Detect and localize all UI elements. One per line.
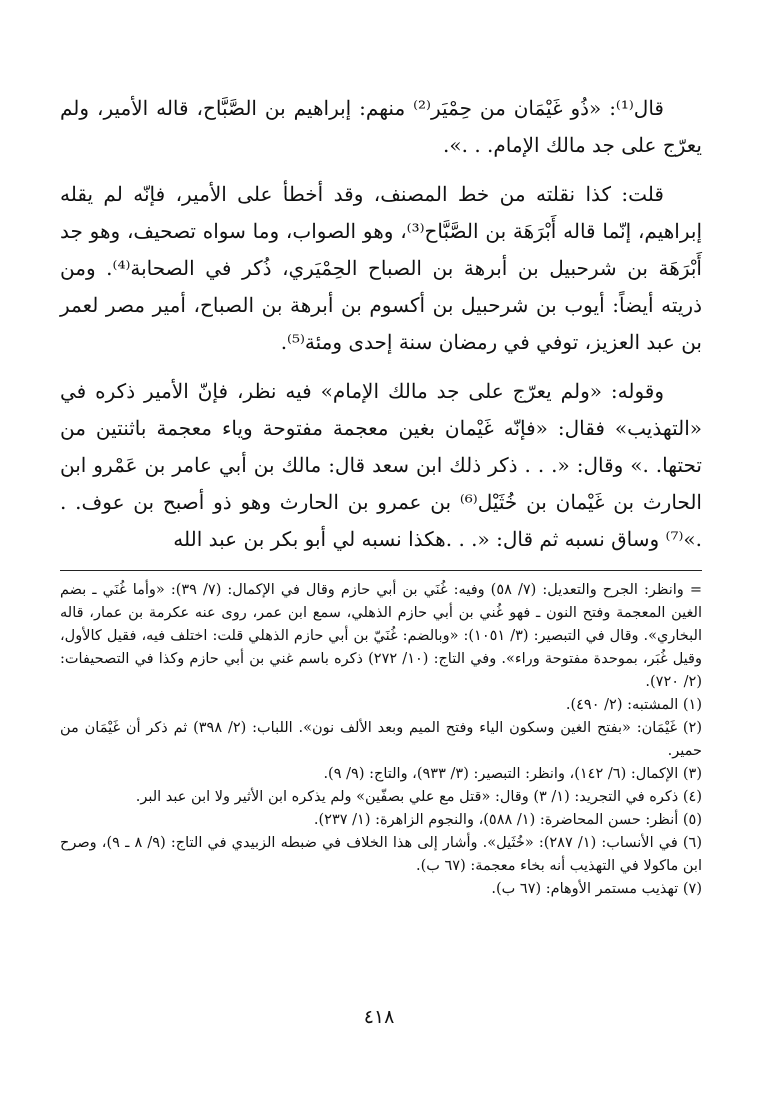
footnotes xyxy=(60,579,702,901)
footnote-continuation: = وانظر: الجرح والتعديل: (٧/ ٥٨) وفيه: غُنَي بن أبي حازم وقال في الإكمال: (٧/ ٣٩): «وأما غُنَي ـ بضم الغين المعجمة وفتح النون ـ فهو غُني بن أبي حازم الذهلي، سمع ابن عمر، روى عنه عكرمة بن عمار، قاله البخاري». وقال في التبصير: (٣/ ١٠٥١): «وبالضم: غُنَيّ بن أبي حازم الذهلي قلت: اختلف فيه، فقيل كالأول، وقيل غُبَر، بموحدة مفتوحة وراء». وفي التاج: (١٠/ ٢٧٢) ذكره باسم غني بن أبي حازم وكذا في التصحيفات: (٢/ ٧٢٠). xyxy=(60,582,702,690)
footnote: (٤) ذكره في التجريد: (١/ ٣) وقال: «قتل مع علي بصفّين» ولم يذكره ابن الأثير ولا ابن عبد البر. xyxy=(135,789,702,805)
footnote-divider xyxy=(60,570,702,571)
footnote: (٢) غَيْمَان: «بفتح الغين وسكون الياء وفتح الميم وبعد الألف نون». اللباب: (٢/ ٣٩٨) ثم ذكر أن غَيْمَان من حمير. xyxy=(60,720,702,759)
body-paragraph: قلت: كذا نقلته من خط المصنف، وقد أخطأ على الأمير، فإنّه لم يقله إبراهيم، إنّما قاله أَبْرَهَة بن الصَّبَّاح⁽³⁾، وهو الصواب، وما سواه تصحيف، وهو جد أَبْرَهَة بن شرحبيل بن أبرهة بن الصباح الحِمْيَري، ذُكر في الصحابة⁽⁴⁾. ومن ذريته أيضاً: أيوب بن شرحبيل بن أكسوم بن أبرهة بن الصباح، أمير مصر لعمر بن عبد العزيز، توفي في رمضان سنة إحدى ومئة⁽⁵⁾. xyxy=(60,182,703,354)
body-paragraph: قال⁽¹⁾: «ذُو غَيْمَان من حِمْيَر⁽²⁾ منهم: إبراهيم بن الصَّبَّاح، قاله الأمير، ولم يعرّج على جد مالك الإمام. . .». xyxy=(60,96,702,157)
body-paragraph: وقوله: «ولم يعرّج على جد مالك الإمام» فيه نظر، فإنّ الأمير ذكره في «التهذيب» فقال: «فإنّه غَيْمان بغين معجمة مفتوحة وياء معجمة باثنتين من تحتها. .» وقال: «. . . ذكر ذلك ابن سعد قال: مالك بن أبي عامر بن عَمْرو ابن الحارث بن غَيْمان بن خُثَيْل⁽⁶⁾ بن عمرو بن الحارث وهو ذو أصبح بن عوف. . .»⁽⁷⁾ وساق نسبه ثم قال: «. . .هكذا نسبه لي أبو بكر بن عبد الله xyxy=(60,379,702,551)
page-number: ٤١٨ xyxy=(363,1006,395,1028)
footnote: (٧) تهذيب مستمر الأوهام: (٦٧ ب). xyxy=(491,881,702,897)
footnote: (٦) في الأنساب: (١/ ٢٨٧): «خُثَيل». وأشار إلى هذا الخلاف في ضبطه الزبيدي في التاج: (٩/ ٨ ـ ٩)، وصرح ابن ماكولا في التهذيب أنه بخاء معجمة: (٦٧ ب). xyxy=(60,835,703,874)
footnote: (١) المشتبه: (٢/ ٤٩٠). xyxy=(565,697,702,713)
page-content xyxy=(60,90,702,901)
footnote: (٣) الإكمال: (٦/ ١٤٢)، وانظر: التبصير: (٣/ ٩٣٣)، والتاج: (٩/ ٩). xyxy=(323,766,702,782)
footnote: (٥) أنظر: حسن المحاضرة: (١/ ٥٨٨)، والنجوم الزاهرة: (١/ ٢٣٧). xyxy=(313,812,702,828)
